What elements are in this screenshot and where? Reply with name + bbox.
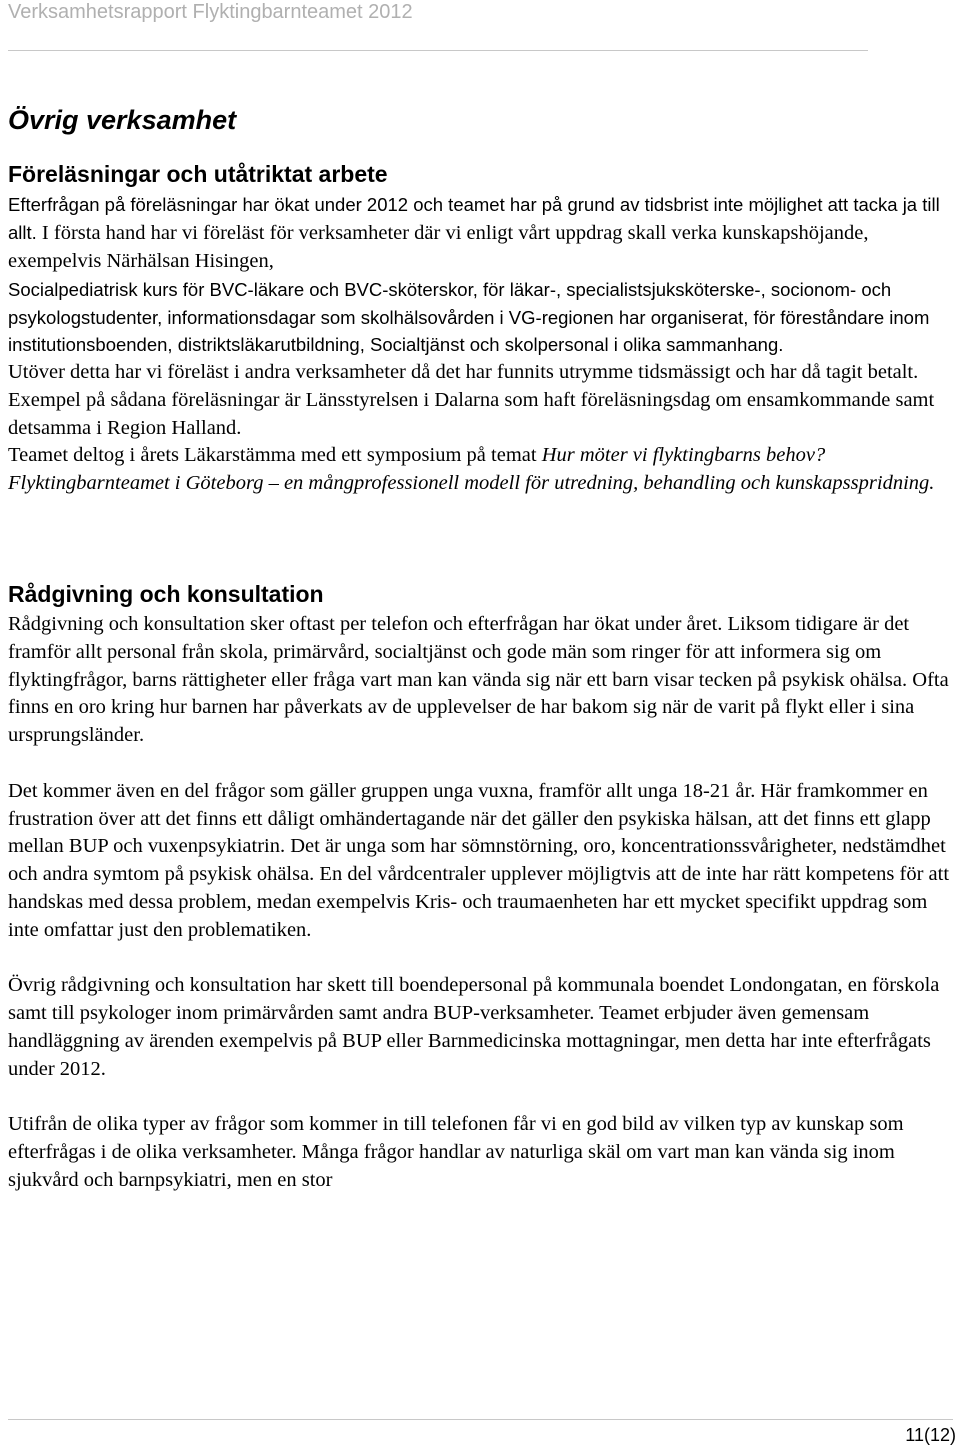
lectures-intro-paragraph: [8, 191, 953, 276]
running-header: Verksamhetsrapport Flyktingbarnteamet 2012: [8, 1, 413, 23]
symposium-title: Hur möter vi flyktingbarns behov? Flyktingbarnteamet i Göteborg – en mångprofessionell modell för utredning, behandling och kunskapsspridning.: [8, 444, 935, 495]
advice-paragraph-3: Övrig rådgivning och konsultation har skett till boendepersonal på kommunala boendet Londongatan, en förskola samt till psykologer inom primärvården samt andra BUP-verksamheter. Teamet erbjuder även gemensam handläggning av ärenden exempelvis på BUP eller Barnmedicinska mottagningar, men detta har inte efterfrågats under 2012.: [8, 974, 940, 1080]
lectures-audience-list: Socialpediatrisk kurs för BVC-läkare och BVC-sköterskor, för läkar-, specialistsjuksköterske-, socionom- och psykologstudenter, informationsdagar som skolhälsovården i VG-regionen har organiserat, för föreståndare inom institutionsboenden, distriktsläkarutbildning, Socialtjänst och skolpersonal i olika sammanhang.: [8, 279, 930, 356]
footer-divider: [8, 1419, 953, 1420]
header-divider: [8, 50, 868, 51]
lectures-other-orgs: Utöver detta har vi föreläst i andra verksamheter då det har funnits utrymme tidsmässigt och har då tagit betalt. Exempel på sådana föreläsningar är Länsstyrelsen i Dalarna som haft föreläsningsdag om ensamkommande samt detsamma i Region Halland.: [8, 360, 935, 439]
advice-paragraph-2: Det kommer även en del frågor som gäller gruppen unga vuxna, framför allt unga 18-21 år. Här framkommer en frustration över att det finns ett dåligt omhändertagande när det gäller den psykiska hälsan, att det finns ett glapp mellan BUP och vuxenpsykiatrin. Det är unga som har sömnstörning, oro, koncentrationssvårigheter, nedstämdhet och andra symtom på psykisk ohälsa. En del vårdcentraler upplever möjligtvis att de inte har rätt kompetens för att handskas med dessa problem, medan exempelvis Kris- och traumaenheten har ett mycket specifikt uppdrag som inte omfattar just den problematiken.: [8, 779, 950, 941]
paragraph-spacer: [8, 750, 953, 778]
paragraph-spacer: [8, 1084, 953, 1112]
symposium-prefix: Teamet deltog i årets Läkarstämma med ett symposium på temat: [8, 444, 542, 467]
lectures-first-hand: I första hand har vi föreläst för verksamheter där vi enligt vårt uppdrag skall verka kunskapshöjande, exempelvis Närhälsan Hisingen,: [8, 221, 869, 273]
lectures-symposium: [8, 442, 953, 498]
advice-paragraph-1: Rådgivning och konsultation sker oftast per telefon och efterfrågan har ökat under året. Liksom tidigare är det framför allt personal från skola, primärvård, socialtjänst och gode män som ringer för att informera sig om flyktingfrågor, barns rättigheter eller fråga vart man kan vända sig när ett barn visar tecken på psykisk ohälsa. Ofta finns en oro kring hur barnen har påverkats av de upplevelser de har bakom sig när de varit på flykt eller i sina ursprungsländer.: [8, 612, 949, 747]
lectures-heading: Föreläsningar och utåtriktat arbete: [8, 161, 388, 187]
section-spacer: [8, 498, 953, 578]
page-number: 11(12): [905, 1425, 956, 1445]
advice-paragraph-4: Utifrån de olika typer av frågor som kommer in till telefonen får vi en god bild av vilken typ av kunskap som efterfrågas i de olika verksamheter. Många frågor handlar av naturliga skäl om vart man kan vända sig inom sjukvård och barnpsykiatri, men en stor: [8, 1113, 904, 1191]
paragraph-spacer: [8, 945, 953, 973]
page-body: [8, 100, 953, 1195]
lectures-intro: Efterfrågan på föreläsningar har ökat under 2012 och teamet har på grund av tidsbrist inte möjlighet att tacka ja till allt.: [8, 194, 940, 243]
section-title: Övrig verksamhet: [8, 105, 237, 135]
advice-heading: Rådgivning och konsultation: [8, 580, 324, 607]
